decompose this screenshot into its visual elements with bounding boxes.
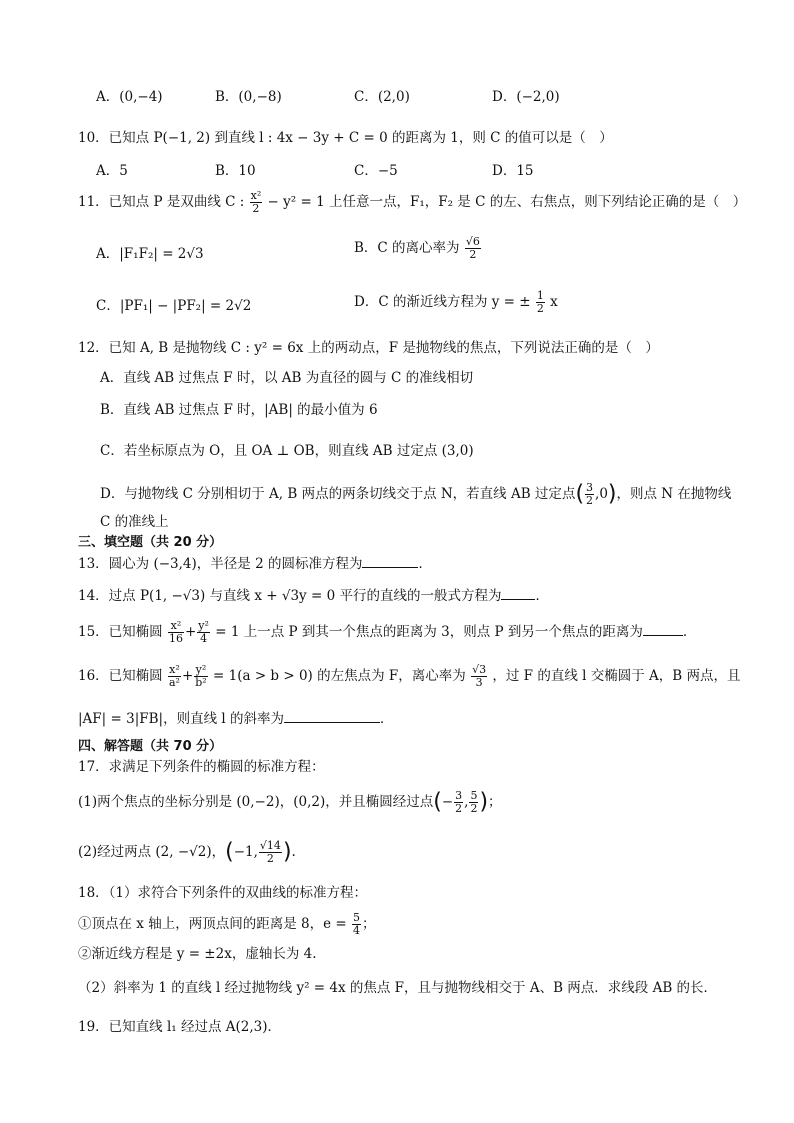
q17-part1: (1)两个焦点的坐标分别是 (0,−2)，(0,2)，并且椭圆经过点(− $\frac{3}{2}$ , $\frac{5}{2}$ )； (78, 789, 502, 815)
q16-continued: |AF| = 3|FB|，则直线 l 的斜率为 ． (78, 708, 393, 729)
q11-option-d: D．C 的渐近线方程为 y = ± $\frac{1}{2}$ x (354, 289, 558, 315)
q15-answer-blank[interactable] (643, 621, 683, 636)
q11-stem: 11．已知点 P 是双曲线 C : $\frac{\text{x²}}{2}$ − y² = 1 上任意一点，F₁，F₂ 是 C 的左、右焦点，则下列结论正确的是（ ） (78, 189, 747, 215)
q12-option-b: B．直线 AB 过焦点 F 时，|AB| 的最小值为 6 (100, 402, 378, 418)
q18-part2: （2）斜率为 1 的直线 l 经过抛物线 y² = 4x 的焦点 F，且与抛物线相交于 A、B 两点．求线段 AB 的长． (78, 980, 718, 996)
q14-answer-blank[interactable] (501, 585, 535, 600)
q17-stem: 17．求满足下列条件的椭圆的标准方程： (78, 759, 325, 775)
q16-answer-blank[interactable] (284, 708, 380, 723)
q10-option-b: B．10 (215, 163, 256, 179)
q9-option-b: B．(0,−8) (215, 89, 282, 105)
q16: 16．已知椭圆 $\frac{\text{x²}}{\text{a²}}$ + $\frac{\text{y²}}{\text{b²}}$ = 1(a > b > 0) 的左焦点为 F，离心率为 $\frac{√3}{3}$ ，过 F 的直线 l 交椭圆于 A，B 两点，且 (78, 663, 741, 689)
q18-stem: 18．（1）求符合下列条件的双曲线的标准方程： (78, 885, 368, 901)
q10-option-a: A．5 (96, 163, 128, 179)
section-answer-heading: 四、解答题（共 70 分） (78, 739, 223, 754)
q12-option-d: D．与抛物线 C 分别相切于 A, B 两点的两条切线交于点 N，若直线 AB 过定点( $\frac{3}{2}$ ,0)，则点 N 在抛物线 (100, 481, 732, 507)
q9-option-a: A．(0,−4) (96, 89, 163, 105)
q12-option-a: A．直线 AB 过焦点 F 时，以 AB 为直径的圆与 C 的准线相切 (100, 370, 474, 386)
q15: 15．已知椭圆 $\frac{\text{x²}}{16}$ + $\frac{\text{y²}}{4}$ = 1 上一点 P 到其一个焦点的距离为 3，则点 P 到另一个焦点的距离为 ． (78, 619, 697, 645)
q9-option-c: C．(2,0) (354, 89, 410, 105)
q11-fraction: $\frac{\text{x²}}{2}$ (250, 189, 262, 215)
q12-stem: 12．已知 A, B 是抛物线 C : y² = 6x 上的两动点，F 是抛物线的焦点，下列说法正确的是（ ） (78, 340, 659, 356)
q18-sub2: ②渐近线方程是 y = ±2x，虚轴长为 4. (78, 946, 317, 962)
q10-stem: 10．已知点 P(−1, 2) 到直线 l : 4x − 3y + C = 0 的距离为 1，则 C 的值可以是（ ） (78, 130, 613, 146)
q17-part2: (2)经过两点 (2, −√2)，(−1, $\frac{√14}{2}$ ). (78, 839, 296, 865)
q18-sub1: ①顶点在 x 轴上，两顶点间的距离是 8，e = $\frac{5}{4}$ ； (78, 911, 376, 937)
q12-option-d-continued: C 的准线上 (100, 514, 169, 530)
q19-stem: 19．已知直线 l₁ 经过点 A(2,3)． (78, 1019, 282, 1035)
q11-option-a: A．|F₁F₂| = 2√3 (96, 246, 204, 262)
q14: 14．过点 P(1, −√3) 与直线 x + √3y = 0 平行的直线的一般式方程为 ． (78, 585, 549, 606)
q9-option-d: D．(−2,0) (492, 89, 560, 105)
q13: 13．圆心为 (−3,4)，半径是 2 的圆标准方程为 ． (78, 553, 432, 574)
q11-option-b: B．C 的离心率为 $\frac{√6}{2}$ (354, 235, 480, 261)
q10-option-d: D．15 (492, 163, 534, 179)
q13-answer-blank[interactable] (362, 553, 418, 568)
q11-option-c: C．|PF₁| − |PF₂| = 2√2 (96, 298, 252, 314)
section-fill-in-heading: 三、填空题（共 20 分） (78, 535, 223, 550)
q12-option-c: C．若坐标原点为 O，且 OA ⊥ OB，则直线 AB 过定点 (3,0) (100, 443, 474, 459)
q10-option-c: C．−5 (354, 163, 398, 179)
